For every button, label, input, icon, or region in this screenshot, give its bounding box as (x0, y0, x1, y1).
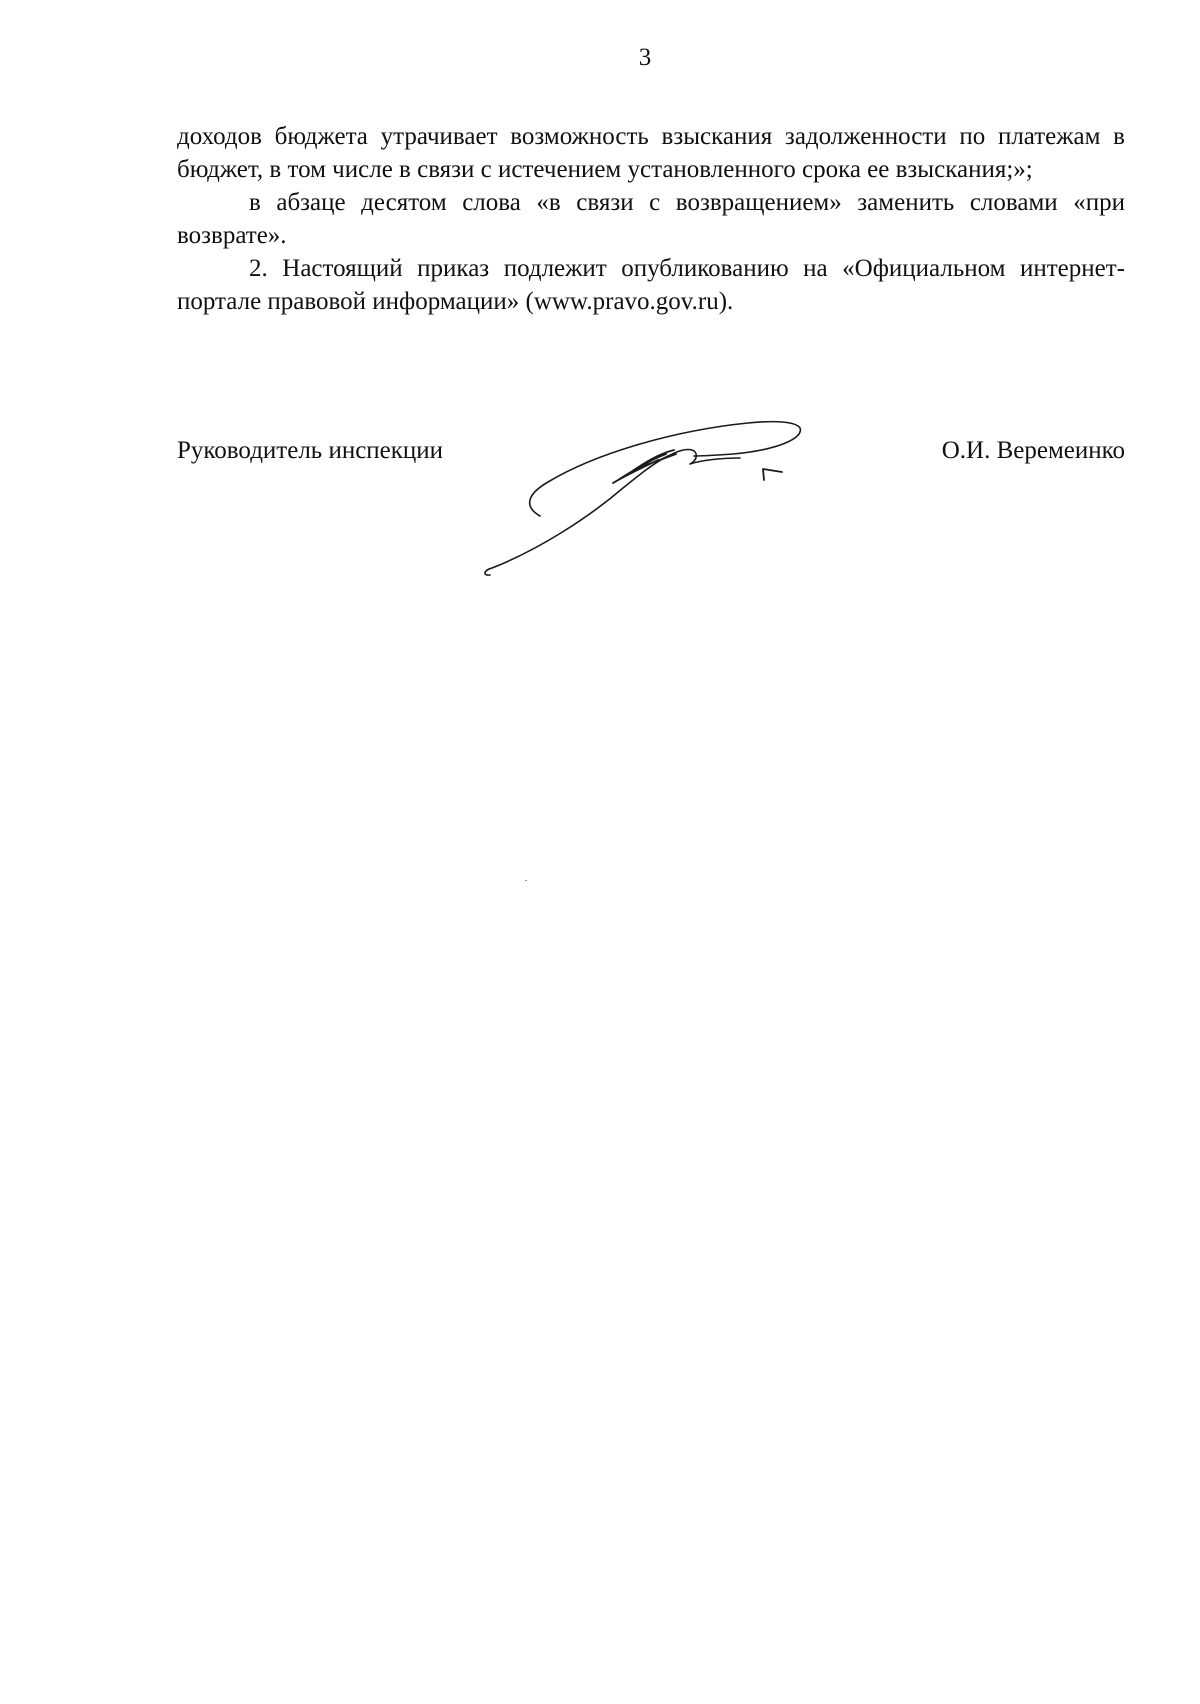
paragraph-publication: 2. Настоящий приказ подлежит опубликованию на «Официальном интернет-портале правовой информации» (www.pravo.gov.ru). (177, 255, 1125, 315)
signature-hook (763, 469, 782, 480)
paragraph-continuation: доходов бюджета утрачивает возможность взыскания задолженности по платежам в бюджет, в том числе в связи с истечением установленного срока ее взыскания;»; (177, 123, 1125, 183)
document-body (177, 120, 1125, 318)
handwritten-signature (478, 408, 838, 578)
signature-connector (664, 449, 740, 464)
signer-position: Руководитель инспекции (177, 437, 444, 464)
scan-speck (525, 880, 527, 881)
signature-outer-loop (530, 422, 801, 516)
signature-long-stroke (485, 458, 664, 575)
page-number: 3 (638, 44, 652, 71)
paragraph-amendment: в абзаце десятом слова «в связи с возвращением» заменить словами «при возврате». (177, 189, 1125, 249)
signature-scribble (613, 450, 676, 483)
signer-name: О.И. Веремеинко (941, 437, 1125, 464)
